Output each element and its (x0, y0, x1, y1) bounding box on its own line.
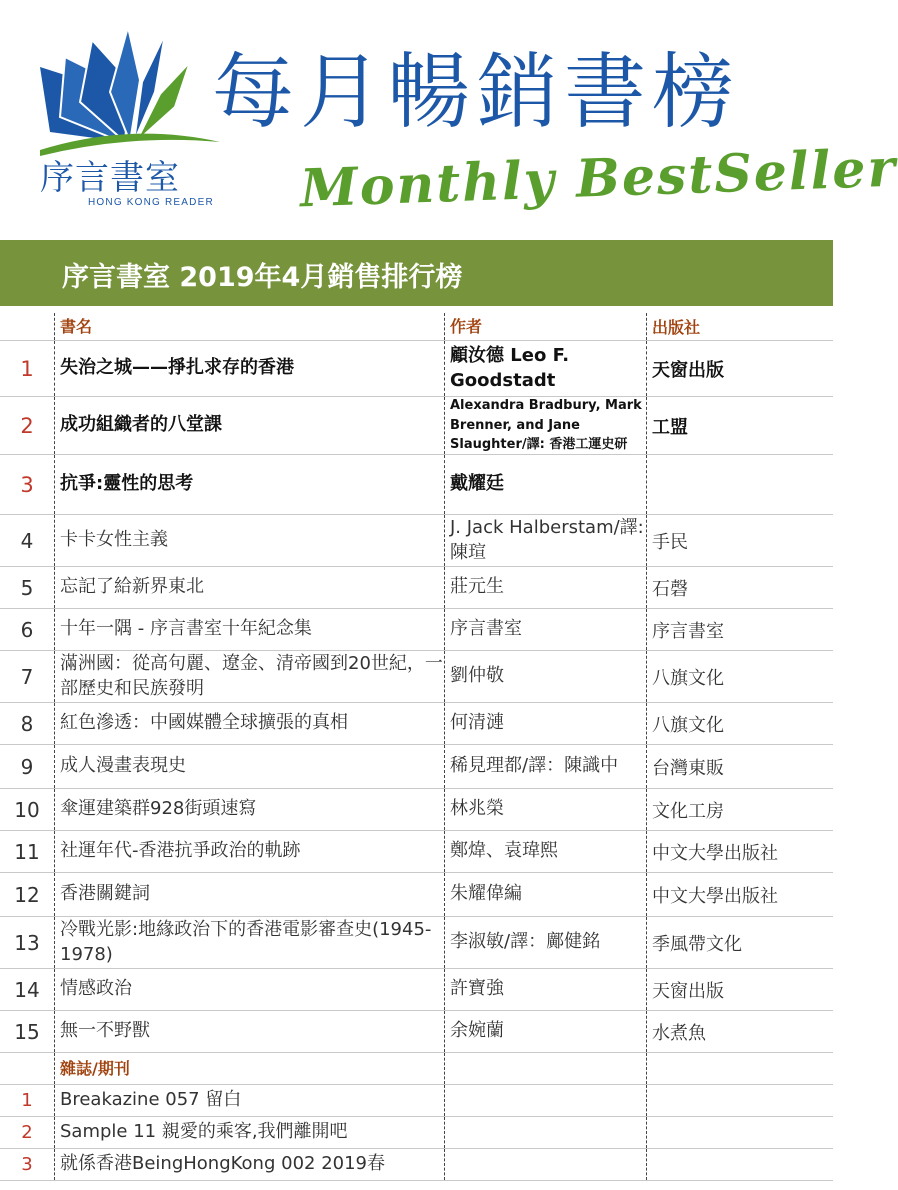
book-publisher: 八旗文化 (646, 651, 833, 702)
book-author: 李淑敏/譯：鄺健銘 (444, 917, 646, 968)
book-row (0, 567, 833, 609)
rank-number: 3 (20, 472, 34, 497)
book-row (0, 341, 833, 397)
book-publisher: 天窗出版 (646, 969, 833, 1010)
rank-number: 13 (14, 930, 40, 955)
rank-number: 9 (20, 754, 34, 779)
book-title: 紅色滲透：中國媒體全球擴張的真相 (54, 703, 444, 744)
book-author: 許寶強 (444, 969, 646, 1010)
publisher-empty (646, 1053, 833, 1084)
book-publisher: 水煮魚 (646, 1011, 833, 1052)
book-title: 社運年代-香港抗爭政治的軌跡 (54, 831, 444, 872)
magazine-title: Sample 11 親愛的乘客,我們離開吧 (54, 1117, 444, 1148)
rank-number: 1 (21, 1090, 33, 1111)
book-author: 余婉蘭 (444, 1011, 646, 1052)
book-author: 戴耀廷 (444, 455, 646, 514)
rank-column-header (0, 313, 54, 340)
book-row (0, 917, 833, 969)
logo-text: 序言書室 (40, 158, 180, 198)
book-author: 序言書室 (444, 609, 646, 650)
book-publisher: 台灣東販 (646, 745, 833, 788)
book-publisher: 文化工房 (646, 789, 833, 830)
book-row (0, 1011, 833, 1053)
publisher-empty (646, 1085, 833, 1116)
book-author: 何清漣 (444, 703, 646, 744)
magazine-row (0, 1149, 833, 1181)
rank-number: 5 (20, 575, 34, 600)
author-empty (444, 1053, 646, 1084)
book-title: 成人漫畫表現史 (54, 745, 444, 788)
book-title: 香港關鍵詞 (54, 873, 444, 916)
book-publisher: 手民 (646, 515, 833, 566)
author-empty (444, 1085, 646, 1116)
rank-empty (0, 1053, 54, 1084)
author-column-header: 作者 (444, 313, 646, 340)
book-title: 冷戰光影:地緣政治下的香港電影審查史(1945-1978) (54, 917, 444, 968)
book-row (0, 609, 833, 651)
book-row (0, 969, 833, 1011)
magazines-header-row (0, 1053, 833, 1085)
page-title: 每月暢銷書榜 (212, 45, 741, 140)
banner-title: 序言書室 2019年4月銷售排行榜 (62, 262, 463, 293)
book-row (0, 651, 833, 703)
book-publisher (646, 455, 833, 514)
publisher-empty (646, 1117, 833, 1148)
book-author: 林兆榮 (444, 789, 646, 830)
rank-number: 12 (14, 882, 40, 907)
book-title: 忘記了給新界東北 (54, 567, 444, 608)
magazine-title: Breakazine 057 留白 (54, 1085, 444, 1116)
rank-number: 7 (20, 664, 34, 689)
book-publisher: 序言書室 (646, 609, 833, 650)
book-row (0, 515, 833, 567)
rank-number: 8 (20, 711, 34, 736)
publisher-empty (646, 1149, 833, 1180)
book-author: 朱耀偉編 (444, 873, 646, 916)
book-row (0, 745, 833, 789)
magazine-row (0, 1085, 833, 1117)
book-row (0, 703, 833, 745)
title-column-header: 書名 (54, 313, 444, 340)
book-author: 顧汝德 Leo F. Goodstadt (444, 341, 646, 396)
rank-number: 3 (21, 1154, 33, 1175)
book-row (0, 789, 833, 831)
book-publisher: 八旗文化 (646, 703, 833, 744)
book-author: 鄭煒、袁瑋熙 (444, 831, 646, 872)
page-subtitle: Monthly BestSeller (299, 137, 898, 220)
book-publisher: 天窗出版 (646, 341, 833, 396)
author-empty (444, 1117, 646, 1148)
rank-number: 6 (20, 617, 34, 642)
book-publisher: 中文大學出版社 (646, 831, 833, 872)
rank-number: 1 (20, 356, 34, 381)
rank-number: 11 (14, 839, 40, 864)
rank-number: 2 (20, 413, 34, 438)
book-publisher: 石磬 (646, 567, 833, 608)
book-author: Alexandra Bradbury, Mark Brenner, and Jane Slaughter/譯: 香港工運史研 (444, 397, 646, 454)
book-title: 傘運建築群928街頭速寫 (54, 789, 444, 830)
book-row (0, 397, 833, 455)
book-author: 劉仲敬 (444, 651, 646, 702)
book-title: 成功組織者的八堂課 (54, 397, 444, 454)
rank-number: 2 (21, 1122, 33, 1143)
book-publisher: 季風帶文化 (646, 917, 833, 968)
rank-number: 15 (14, 1019, 40, 1044)
publisher-column-header: 出版社 (646, 313, 833, 340)
book-title: 無一不野獸 (54, 1011, 444, 1052)
author-empty (444, 1149, 646, 1180)
book-title: 滿洲國：從高句麗、遼金、清帝國到20世紀，一部歷史和民族發明 (54, 651, 444, 702)
logo-subtitle: HONG KONG READER (88, 197, 214, 208)
page-header (0, 0, 898, 238)
rank-number: 14 (14, 977, 40, 1002)
book-publisher: 中文大學出版社 (646, 873, 833, 916)
book-row (0, 831, 833, 873)
book-title: 抗爭:靈性的思考 (54, 455, 444, 514)
magazine-title: 就係香港BeingHongKong 002 2019春 (54, 1149, 444, 1180)
ranking-banner (0, 240, 833, 306)
book-publisher: 工盟 (646, 397, 833, 454)
rank-number: 10 (14, 797, 40, 822)
magazines-section-title: 雜誌/期刊 (54, 1053, 444, 1084)
book-title: 情感政治 (54, 969, 444, 1010)
book-row (0, 873, 833, 917)
book-author: J. Jack Halberstam/譯:陳瑄 (444, 515, 646, 566)
rank-number: 4 (20, 528, 34, 553)
book-title: 失治之城——掙扎求存的香港 (54, 341, 444, 396)
book-author: 莊元生 (444, 567, 646, 608)
book-title: 十年一隅 - 序言書室十年紀念集 (54, 609, 444, 650)
book-author: 稀見理都/譯：陳識中 (444, 745, 646, 788)
book-title: 卡卡女性主義 (54, 515, 444, 566)
table-header-row (0, 313, 833, 341)
bestseller-table (0, 313, 833, 1181)
book-row (0, 455, 833, 515)
magazine-row (0, 1117, 833, 1149)
